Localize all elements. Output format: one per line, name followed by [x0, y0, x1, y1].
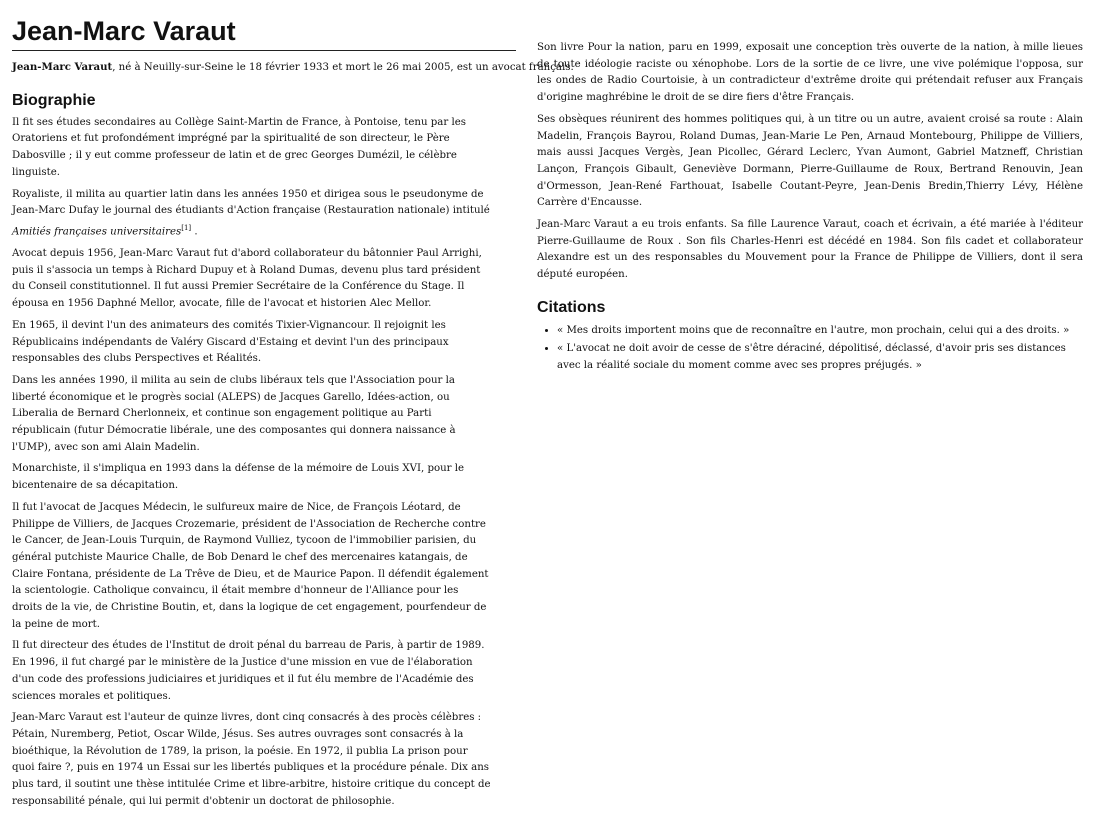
reference-link[interactable]: [1]: [181, 223, 192, 232]
bio-paragraph: Il fit ses études secondaires au Collège Saint-Martin de France, à Pontoise, tenu par les Oratoriens et fut profondément imprégné par la spiritualité de son directeur, le Père Dabosville ; il y eut comme professeur de latin et de grec Georges Dumézil, le célèbre linguiste.: [12, 116, 466, 178]
bio-paragraph: Il fut l'avocat de Jacques Médecin, le sulfureux maire de Nice, de François Léotard, de Philippe de Villiers, de Jacques Crozemarie, président de l'Association de Recherche contre le Cancer, de Jean-Louis Turquin, de Raymond Vulliez, tycoon de l'immobilier parisien, du général putchiste Maurice Challe, de Bob Denard le chef des mercenaires katangais, de Claire Fontana, présidente de La Trêve de Dieu, et de Maurice Papon. Il défendit également la scientologie. Catholique convaincu, il était membre d'honneur de l'Alliance pour les droits de la vie, de Christine Boutin, et, dans la logique de cet engagement, pourfendeur de la peine de mort.: [12, 501, 489, 630]
list-item: • « L'avocat ne doit avoir de cesse de s'être déraciné, dépolitisé, déclassé, d'avoir pris ses distances avec la réalité sociale du moment comme avec ses propres préjugés. »: [557, 340, 1083, 374]
journal-title: Amitiés françaises universitaires: [12, 226, 182, 238]
right-column: [537, 40, 1083, 375]
right-paragraph: Jean-Marc Varaut a eu trois enfants. Sa fille Laurence Varaut, coach et écrivain, a été mariée à l'éditeur Pierre-Guillaume de Roux . Son fils Charles-Henri est décédé en 1984. Son fils cadet et collaborateur Alexandre est un des responsables du Mouvement pour la France de Philippe de Villiers, dont il sera député européen.: [537, 219, 1083, 281]
bio-paragraph: Jean-Marc Varaut est l'auteur de quinze livres, dont cinq consacrés à des procès célèbres : Pétain, Nuremberg, Petiot, Oscar Wilde, Jésus. Ses autres ouvrages sont consacrés à la bioéthique, la Révolution de 1789, la prison, la poésie. En 1972, il publia La prison pour quoi faire ?, puis en 1974 un Essai sur les libertés publiques et la procédure pénale. Dix ans plus tard, il soutint une thèse intitulée Crime et libre-arbitre, histoire critique du concept de responsabilité pénale, qui lui permit d'obtenir un doctorat de philosophie.: [12, 712, 491, 807]
section-heading-biographie: Biographie: [12, 91, 96, 109]
list-item: • « Mes droits importent moins que de reconnaître en l'autre, mon prochain, celui qui a des droits. »: [557, 322, 1083, 339]
lead-paragraph: [12, 59, 574, 77]
lead-text: , né à Neuilly-sur-Seine le 18 février 1933 et mort le 26 mai 2005, est un avocat français.: [112, 62, 574, 73]
section-heading-citations: Citations: [537, 298, 606, 316]
citations-list: [537, 322, 1083, 374]
bio-paragraph: Avocat depuis 1956, Jean-Marc Varaut fut d'abord collaborateur du bâtonnier Paul Arrighi, puis il s'associa un temps à Richard Dupuy et à Roland Dumas, devenu plus tard président du Conseil constitutionnel. Il fut aussi Premier Secrétaire de la Conférence du Stage. Il épousa en 1956 Daphné Mellor, avocate, fille de l'avocat et historien Alec Mellor.: [12, 248, 482, 310]
bio-paragraph-text: Royaliste, il milita au quartier latin dans les années 1950 et dirigea sous le pseudonyme de Jean-Marc Dufay le journal des étudiants d'Action française (Restauration nationale) intitulé: [12, 188, 490, 217]
bio-paragraph-tail: .: [191, 226, 198, 238]
lead-name: Jean-Marc Varaut: [12, 61, 113, 73]
bio-paragraph: [12, 187, 516, 242]
bio-paragraph: Monarchiste, il s'impliqua en 1993 dans la défense de la mémoire de Louis XVI, pour le bicentenaire de sa décapitation.: [12, 463, 465, 492]
right-paragraph: Son livre Pour la nation, paru en 1999, exposait une conception très ouverte de la nation, à mille lieues de toute idéologie raciste ou xénophobe. Lors de la sortie de ce livre, une vive polémique l'opposa, sur les ondes de Radio Courtoisie, à un contradicteur d'extrême droite qui prétendait refuser aux Français d'origine maghrébine le droit de se dire fiers d'être Français.: [537, 42, 1083, 104]
bio-paragraph: Il fut directeur des études de l'Institut de droit pénal du barreau de Paris, à partir de 1989. En 1996, il fut chargé par le ministère de la Justice d'une mission en vue de l'élaboration d'un code des professions judiciaires et juridiques et il fut élu membre de l'Académie des sciences morales et politiques.: [12, 640, 485, 702]
bio-paragraph: En 1965, il devint l'un des animateurs des comités Tixier-Vignancour. Il rejoignit les Républicains indépendants de Valéry Giscard d'Estaing et devint l'un des principaux responsables des clubs Perspectives et Réalités.: [12, 319, 449, 365]
bio-paragraph: Dans les années 1990, il milita au sein de clubs libéraux tels que l'Association pour la liberté économique et le progrès social (ALEPS) de Jacques Garello, Idées-action, ou Liberalia de Bernard Cherlonneix, et continue son engagement politique au Parti républicain (futur Démocratie libérale, une des composantes qui donnera naissance à l'UMP), avec son ami Alain Madelin.: [12, 374, 456, 453]
page-title: Jean-Marc Varaut: [12, 14, 516, 51]
right-paragraph: Ses obsèques réunirent des hommes politiques qui, à un titre ou un autre, avaient croisé sa route : Alain Madelin, François Bayrou, Roland Dumas, Jean-Marie Le Pen, Arnaud Montebourg, Philippe de Villiers, mais aussi Jacques Vergès, Jean Picollec, Gérard Leclerc, Yvan Aumont, Gabriel Matzneff, Christian Lançon, François Gibault, Geneviève Dormann, Pierre-Guillaume de Roux, Bertrand Renouvin, Jean d'Ormesson, Jean-René Farthouat, Isabelle Coutant-Peyre, Jean-Denis Bredin,Thierry Lévy, Hélène Carrère d'Encausse.: [537, 113, 1083, 209]
